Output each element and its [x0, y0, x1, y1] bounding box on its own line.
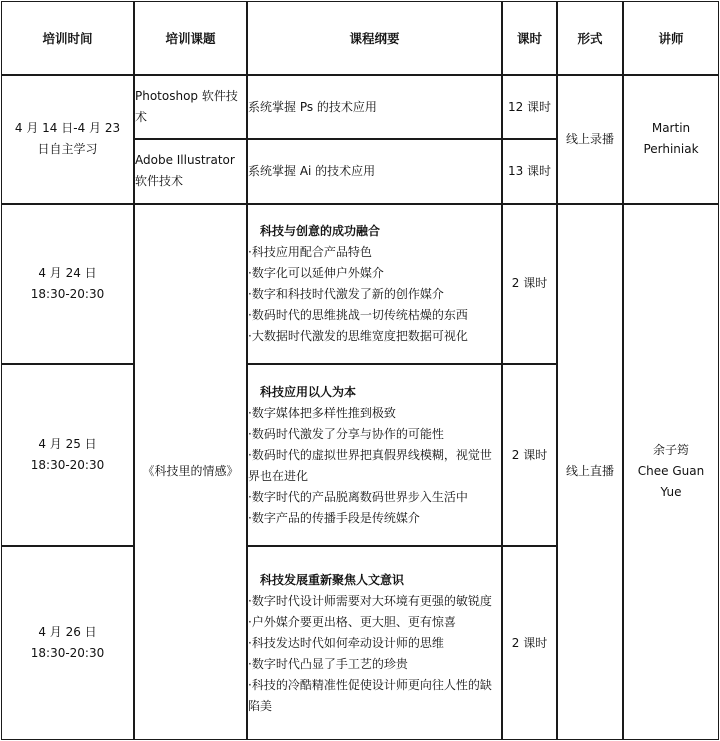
- lecturer-line: 余子筠: [652, 443, 689, 458]
- self-study-period: 4 月 14 日-4 月 23 日自主学习: [1, 75, 134, 203]
- header-hours: 课时: [502, 1, 557, 75]
- session-date: 4 月 24 日: [38, 265, 97, 280]
- session-date-0425: [1, 364, 134, 546]
- header-time: 培训时间: [1, 1, 134, 75]
- header-topic: 培训课题: [134, 1, 247, 75]
- header-format: 形式: [557, 1, 623, 75]
- table-row: [1, 204, 719, 364]
- outline-item: ·科技的冷酷精准性促使设计师更向往人性的缺陷美: [248, 677, 492, 713]
- topic-illustrator: Adobe Illustrator 软件技术: [134, 139, 247, 203]
- session-date: 4 月 26 日: [38, 625, 97, 640]
- hours-illustrator: 13 课时: [502, 139, 557, 203]
- outline-item: ·数字媒体把多样性推到极致: [248, 405, 396, 420]
- outline-item: ·数字时代凸显了手工艺的珍贵: [248, 656, 408, 671]
- outline-item: ·数码时代的思维挑战一切传统枯燥的东西: [248, 307, 468, 322]
- outline-title: 科技应用以人为本: [260, 384, 357, 399]
- lecturer-martin: Martin Perhiniak: [623, 75, 719, 203]
- outline-item: ·数字化可以延伸户外媒介: [248, 265, 384, 280]
- outline-item: ·科技应用配合产品特色: [248, 244, 372, 259]
- outline-item: ·数字和科技时代激发了新的创作媒介: [248, 286, 444, 301]
- outline-item: ·科技发达时代如何牵动设计师的思维: [248, 635, 444, 650]
- topic-photoshop: Photoshop 软件技术: [134, 75, 247, 139]
- outline-session-1: [247, 204, 502, 364]
- topic-tech-emotion: 《科技里的情感》: [134, 204, 247, 740]
- header-row: [1, 1, 719, 75]
- outline-title: 科技与创意的成功融合: [260, 223, 381, 238]
- outline-item: ·数码时代的虚拟世界把真假界线模糊，视觉世界也在进化: [248, 447, 492, 483]
- table-row: [1, 75, 719, 139]
- session-time: 18:30-20:30: [30, 458, 105, 473]
- outline-photoshop: 系统掌握 Ps 的技术应用: [247, 75, 502, 139]
- training-schedule-table: [1, 1, 719, 740]
- outline-item: ·数码时代激发了分享与协作的可能性: [248, 426, 444, 441]
- hours-session-1: 2 课时: [502, 204, 557, 364]
- format-live: 线上直播: [557, 204, 623, 740]
- lecturer-line: Chee Guan: [637, 464, 705, 479]
- session-date-0424: [1, 204, 134, 364]
- outline-item: ·户外媒介要更出格、更大胆、更有惊喜: [248, 614, 456, 629]
- session-time: 18:30-20:30: [30, 286, 105, 301]
- session-date-0426: [1, 546, 134, 740]
- header-outline: 课程纲要: [247, 1, 502, 75]
- format-recorded: 线上录播: [557, 75, 623, 203]
- outline-item: ·数字时代的产品脱离数码世界步入生活中: [248, 489, 468, 504]
- hours-session-3: 2 课时: [502, 546, 557, 740]
- outline-session-2: [247, 364, 502, 546]
- hours-photoshop: 12 课时: [502, 75, 557, 139]
- outline-item: ·数字产品的传播手段是传统媒介: [248, 510, 420, 525]
- outline-title: 科技发展重新聚焦人文意识: [260, 572, 405, 587]
- lecturer-line: Yue: [660, 485, 682, 500]
- session-date: 4 月 25 日: [38, 437, 97, 452]
- outline-session-3: [247, 546, 502, 740]
- header-lecturer: 讲师: [623, 1, 719, 75]
- session-time: 18:30-20:30: [30, 646, 105, 661]
- outline-item: ·大数据时代激发的思维宽度把数据可视化: [248, 328, 468, 343]
- lecturer-yue: [623, 204, 719, 740]
- hours-session-2: 2 课时: [502, 364, 557, 546]
- outline-illustrator: 系统掌握 Ai 的技术应用: [247, 139, 502, 203]
- outline-item: ·数字时代设计师需要对大环境有更强的敏锐度: [248, 593, 492, 608]
